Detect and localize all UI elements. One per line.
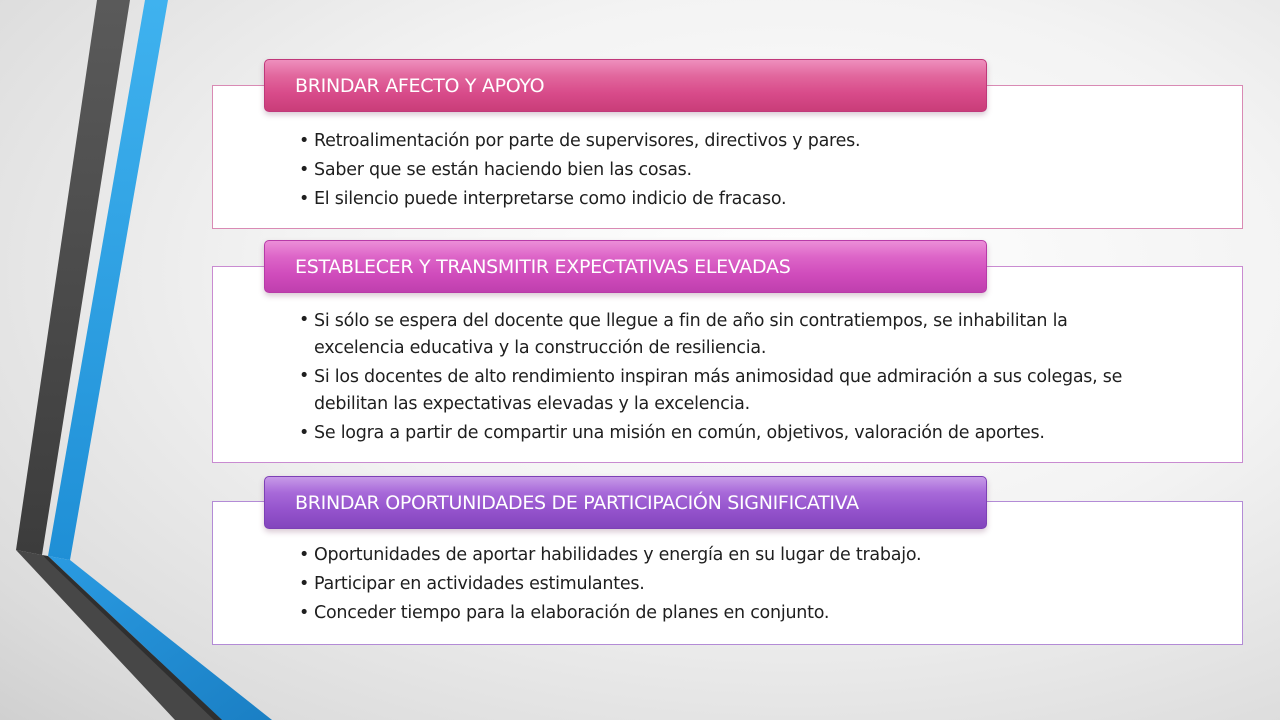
stripe-edge xyxy=(42,555,222,720)
section-1-list xyxy=(299,127,1162,214)
list-item: • Saber que se están haciendo bien las cosas. xyxy=(299,156,1162,185)
list-item: • Si sólo se espera del docente que llegue a fin de año sin contratiempos, se inhabilitan la excelencia educativa y la construcción de resiliencia. xyxy=(299,307,1162,363)
section-3-list xyxy=(299,541,1162,628)
list-item: • Participar en actividades estimulantes. xyxy=(299,570,1162,599)
list-item: • Oportunidades de aportar habilidades y energía en su lugar de trabajo. xyxy=(299,541,1162,570)
list-item: • Conceder tiempo para la elaboración de planes en conjunto. xyxy=(299,599,1162,628)
list-item: • Si los docentes de alto rendimiento inspiran más animosidad que admiración a sus colegas, se debilitan las expectativas elevadas y la excelencia. xyxy=(299,363,1162,419)
section-2-box xyxy=(212,266,1243,463)
section-2-header: ESTABLECER Y TRANSMITIR EXPECTATIVAS ELEVADAS xyxy=(264,240,987,293)
list-item: • Se logra a partir de compartir una misión en común, objetivos, valoración de aportes. xyxy=(299,419,1162,448)
section-2-list xyxy=(299,307,1162,448)
section-1-header: BRINDAR AFECTO Y APOYO xyxy=(264,59,987,112)
list-item: • El silencio puede interpretarse como indicio de fracaso. xyxy=(299,185,1162,214)
section-3-header: BRINDAR OPORTUNIDADES DE PARTICIPACIÓN SIGNIFICATIVA xyxy=(264,476,987,529)
list-item: • Retroalimentación por parte de supervisores, directivos y pares. xyxy=(299,127,1162,156)
